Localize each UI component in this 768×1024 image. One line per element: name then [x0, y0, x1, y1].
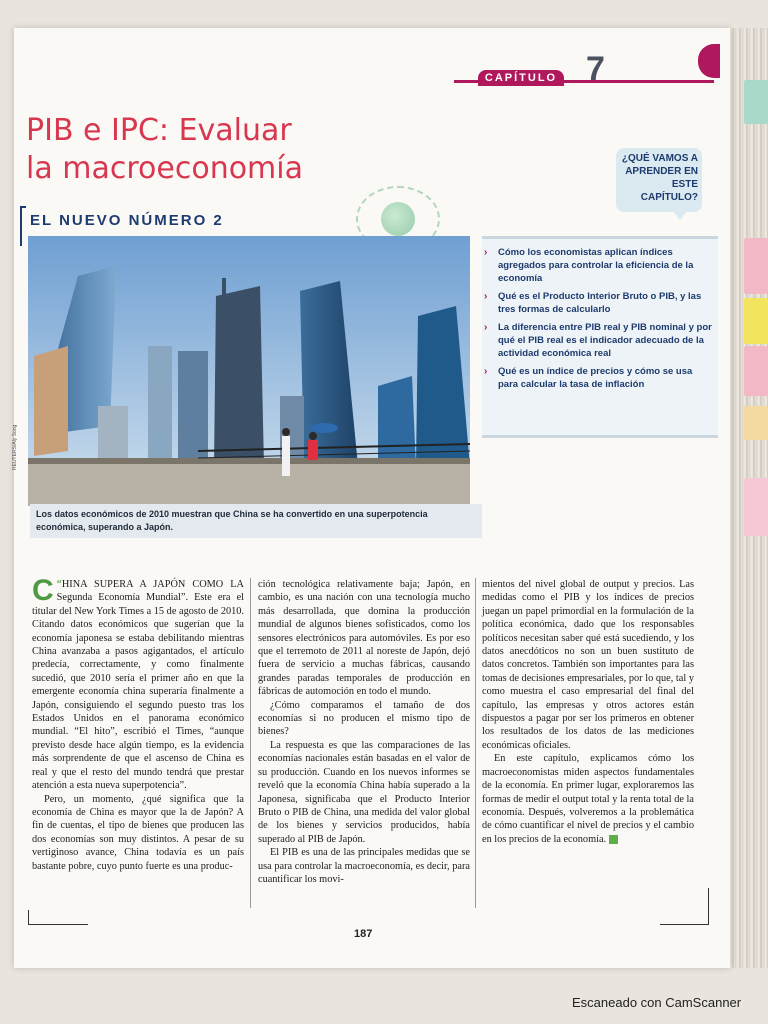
sticky-tab	[744, 478, 768, 536]
photo-caption: Los datos económicos de 2010 muestran que China se ha convertido en una superpotencia económica, superando a Japón.	[30, 504, 482, 538]
learn-title: ¿QUÉ VAMOS A APRENDER EN ESTE CAPÍTULO?	[621, 153, 698, 203]
bullet-arrow-icon: ›	[484, 247, 488, 258]
column-divider	[475, 578, 476, 908]
sticky-tab	[744, 406, 768, 440]
corner-mark	[660, 924, 709, 925]
photo-credit: REUTERS/Aly Song	[12, 424, 18, 470]
article-column-3	[482, 578, 694, 846]
objective-item: › Qué es el Producto Interior Bruto o PIB, y las tres formas de calcularlo	[484, 291, 702, 315]
skyscrapers-image	[28, 236, 470, 506]
subhead-bracket	[20, 206, 26, 246]
sticky-tab	[744, 238, 768, 294]
column-divider	[250, 578, 251, 908]
sticky-tab	[744, 298, 768, 344]
title-line-1: PIB e IPC: Evaluar	[26, 113, 292, 148]
drop-cap: C	[32, 574, 54, 607]
chapter-title	[26, 112, 303, 188]
article-column-2	[258, 578, 470, 886]
speech-bubble-tail	[672, 210, 688, 220]
paragraph: Pero, un momento, ¿qué significa que la economía de China es mayor que la de Japón? A fin de cuentas, el tipo de bienes que producen las dos economías son muy distintos. A pesar de su vertiginoso avance, China todavía es un país bastante pobre, cuyo punto fuerte es una produc-	[32, 793, 244, 872]
scanner-watermark: Escaneado con CamScanner	[572, 995, 742, 1010]
globe-icon	[381, 202, 415, 236]
bullet-arrow-icon: ›	[484, 322, 488, 333]
bullet-arrow-icon: ›	[484, 291, 488, 302]
objectives-list	[482, 246, 712, 396]
chapter-number: 7	[586, 50, 605, 88]
section-heading: EL NUEVO NÚMERO 2	[30, 212, 224, 229]
paragraph: La respuesta es que las comparaciones de las economías nacionales están basadas en el valor de su producción. Cuando en los nuevos informes se reveló que la economía China había superado a la Japonesa, significaba que el Producto Interior Bruto o PIB de China, una medida del valor global de los bienes y servicios producidos, había superado al PIB de Japón.	[258, 739, 470, 845]
paragraph: mientos del nivel global de output y precios. Las medidas como el PIB y los índices de precios juegan un papel primordial en la formulación de la política económica, dado que los responsables políticos necesitan saber qué está sucediendo, y los datos anecdóticos no son un buen sustituto de datos concretos. También son importantes para las tomas de decisiones empresariales, por lo que, tal y como muestra el caso empresarial del final del capítulo, las empresas y otros actores están dispuestos a pagar por ser los primeros en obtener los resultados de los datos de las mediciones económicas oficiales.	[482, 579, 694, 751]
chapter-tab	[698, 44, 720, 78]
objective-item: › Qué es un índice de precios y cómo se usa para calcular la tasa de inflación	[484, 366, 693, 390]
corner-mark	[708, 888, 709, 924]
bullet-arrow-icon: ›	[484, 366, 488, 377]
paragraph: ción tecnológica relativamente baja; Japón, en cambio, es una nación con una tecnología mucho más desarrollada, que domina la producción mundial de algunos bienes sofisticados, como los sensores electrónicos para automóviles. Es por eso que el terremoto de 2011 al noreste de Japón, dejó fuera de servicio a muchas fábricas, causando grandes paradas temporales de producción en fábricas de automoción en todo el mundo.	[258, 579, 470, 698]
chapter-label: CAPÍTULO	[478, 70, 564, 86]
sticky-tab	[744, 346, 768, 396]
corner-mark	[28, 910, 41, 925]
title-line-2: la macroeconomía	[26, 151, 304, 186]
paragraph: En este capítulo, explicamos cómo los macroeconomistas miden aspectos fundamentales de la economía. En primer lugar, exploraremos las formas de medir el output total y la renta total de la economía. Después, volveremos a la problemática de cómo cuantificar el nivel de precios y el cambio en los precios de la economía.	[482, 753, 694, 845]
objective-item: › La diferencia entre PIB real y PIB nominal y por qué el PIB real es el indicador adecuado de la actividad económica real	[484, 322, 712, 359]
book-edge	[728, 28, 768, 968]
paragraph: El PIB es una de las principales medidas que se usa para controlar la macroeconomía, es decir, para cuantificar los movi-	[258, 847, 470, 885]
quote-mark: “	[56, 579, 62, 590]
cityscape-photo	[28, 236, 470, 506]
paragraph: ¿Cómo comparamos el tamaño de dos economías si no producen el mismo tipo de bienes?	[258, 699, 470, 738]
page-number: 187	[354, 928, 373, 940]
sticky-tab	[744, 80, 768, 124]
end-mark-icon	[609, 835, 618, 844]
article-column-1	[32, 574, 244, 873]
corner-mark	[28, 924, 88, 925]
objective-item: › Cómo los economistas aplican índices agregados para controlar la eficiencia de la economía	[484, 247, 694, 284]
paragraph: “ C HINA SUPERA A JAPÓN COMO LA Segunda Economía Mundial”. Este era el titular del New York Times a 15 de agosto de 2010. Citando datos económicos que sugerían que la economía japonesa se estaba debilitando mientras China avanzaba a pasos agigantados, el artículo predecía, correctamente, y como finalmente sucedió, que 2010 sería el primer año en que la emergente economía china superaría finalmente a Japón, consiguiendo el segundo puesto tras los Estados Unidos en el panorama económico mundial. “El hito”, escribió el Times, “aunque previsto desde hace algún tiempo, es la evidencia más sorprendente de que el ascenso de China es real y que el resto del mundo tendrá que prestar atención a esta nueva superpotencia”.	[32, 574, 244, 792]
